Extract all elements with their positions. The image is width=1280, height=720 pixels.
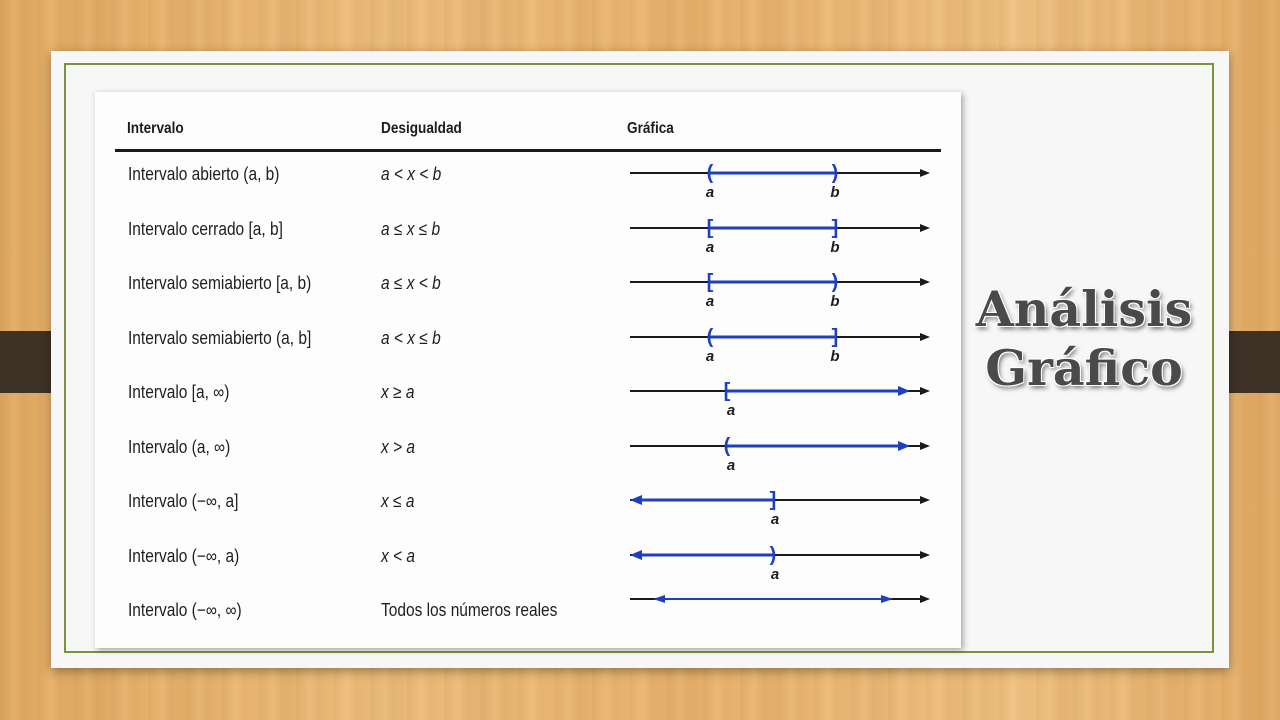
title-line-2: Gráfico (985, 339, 1183, 397)
table-row (95, 316, 961, 370)
number-line-graph (625, 265, 935, 319)
endpoint-label-a: a (705, 347, 715, 365)
endpoint-label-b: b (830, 238, 840, 256)
table-row (95, 152, 961, 206)
table-row (95, 425, 961, 479)
right-endpoint-bracket: ] (831, 325, 839, 348)
number-line-graph (625, 374, 935, 428)
right-endpoint-bracket: ] (769, 489, 777, 511)
interval-name: Intervalo semiabierto (a, b] (128, 327, 312, 348)
axis-arrow-right (920, 333, 930, 341)
interval-name: Intervalo semiabierto [a, b) (128, 273, 312, 293)
interval-inequality: x > a (381, 436, 415, 457)
interval-inequality: a ≤ x < b (381, 273, 441, 293)
ray-arrow-left (630, 550, 642, 560)
right-endpoint-bracket: ) (769, 543, 777, 566)
interval-name: Intervalo (−∞, a) (128, 545, 240, 566)
endpoint-label-a: a (705, 293, 715, 310)
axis-arrow-right (920, 169, 930, 177)
header-inequality: Desigualdad (381, 120, 462, 137)
ray-arrow-left (630, 495, 642, 505)
left-endpoint-bracket: [ (706, 271, 714, 293)
interval-inequality: Todos los números reales (381, 600, 558, 620)
number-line-graph (625, 211, 935, 265)
header-interval: Intervalo (127, 120, 184, 137)
interval-inequality: x ≤ a (381, 491, 415, 511)
right-endpoint-bracket: ] (831, 216, 839, 239)
ray-arrow-left (653, 595, 665, 603)
left-endpoint-bracket: [ (706, 216, 714, 239)
endpoint-label-b: b (830, 293, 840, 310)
table-row (95, 479, 961, 533)
endpoint-label-a: a (770, 511, 780, 528)
right-endpoint-bracket: ) (831, 162, 839, 184)
interval-name: Intervalo (−∞, ∞) (128, 600, 242, 620)
endpoint-label-a: a (726, 456, 736, 474)
left-endpoint-bracket: ( (706, 162, 714, 184)
left-endpoint-bracket: [ (723, 380, 731, 402)
interval-name: Intervalo [a, ∞) (128, 382, 230, 402)
left-endpoint-bracket: ( (706, 325, 714, 348)
axis-arrow-right (920, 442, 930, 450)
interval-name: Intervalo (−∞, a] (128, 491, 239, 511)
endpoint-label-b: b (830, 347, 840, 365)
table-row (95, 207, 961, 261)
axis-arrow-right (920, 496, 930, 504)
axis-arrow-right (920, 551, 930, 559)
table-row (95, 534, 961, 588)
number-line-graph (625, 483, 935, 537)
table-row (95, 370, 961, 424)
axis-arrow-right (920, 595, 930, 603)
interval-name: Intervalo cerrado [a, b] (128, 218, 283, 239)
number-line-graph (625, 156, 935, 210)
interval-name: Intervalo abierto (a, b) (128, 164, 280, 184)
interval-table (95, 92, 961, 648)
number-line-graph (625, 582, 935, 636)
endpoint-label-b: b (830, 184, 840, 201)
axis-arrow-right (920, 387, 930, 395)
ray-arrow-right (881, 595, 893, 603)
ray-arrow-right (898, 441, 910, 451)
interval-inequality: a < x < b (381, 164, 442, 184)
endpoint-label-a: a (726, 402, 736, 419)
table-row (95, 261, 961, 315)
endpoint-label-a: a (705, 238, 715, 256)
slide-title (968, 280, 1200, 398)
left-endpoint-bracket: ( (723, 434, 731, 457)
endpoint-label-a: a (770, 565, 780, 583)
endpoint-label-a: a (705, 184, 715, 201)
interval-inequality: a < x ≤ b (381, 327, 441, 348)
table-row (95, 588, 961, 642)
right-endpoint-bracket: ) (831, 271, 839, 293)
title-line-1: Análisis (975, 280, 1193, 338)
interval-name: Intervalo (a, ∞) (128, 436, 231, 457)
number-line-graph (625, 429, 935, 483)
interval-inequality: x ≥ a (381, 382, 415, 402)
interval-inequality: x < a (381, 545, 415, 566)
axis-arrow-right (920, 278, 930, 286)
ray-arrow-right (898, 386, 910, 396)
header-graph: Gráfica (627, 120, 674, 137)
axis-arrow-right (920, 224, 930, 232)
number-line-graph (625, 320, 935, 374)
interval-inequality: a ≤ x ≤ b (381, 218, 441, 239)
